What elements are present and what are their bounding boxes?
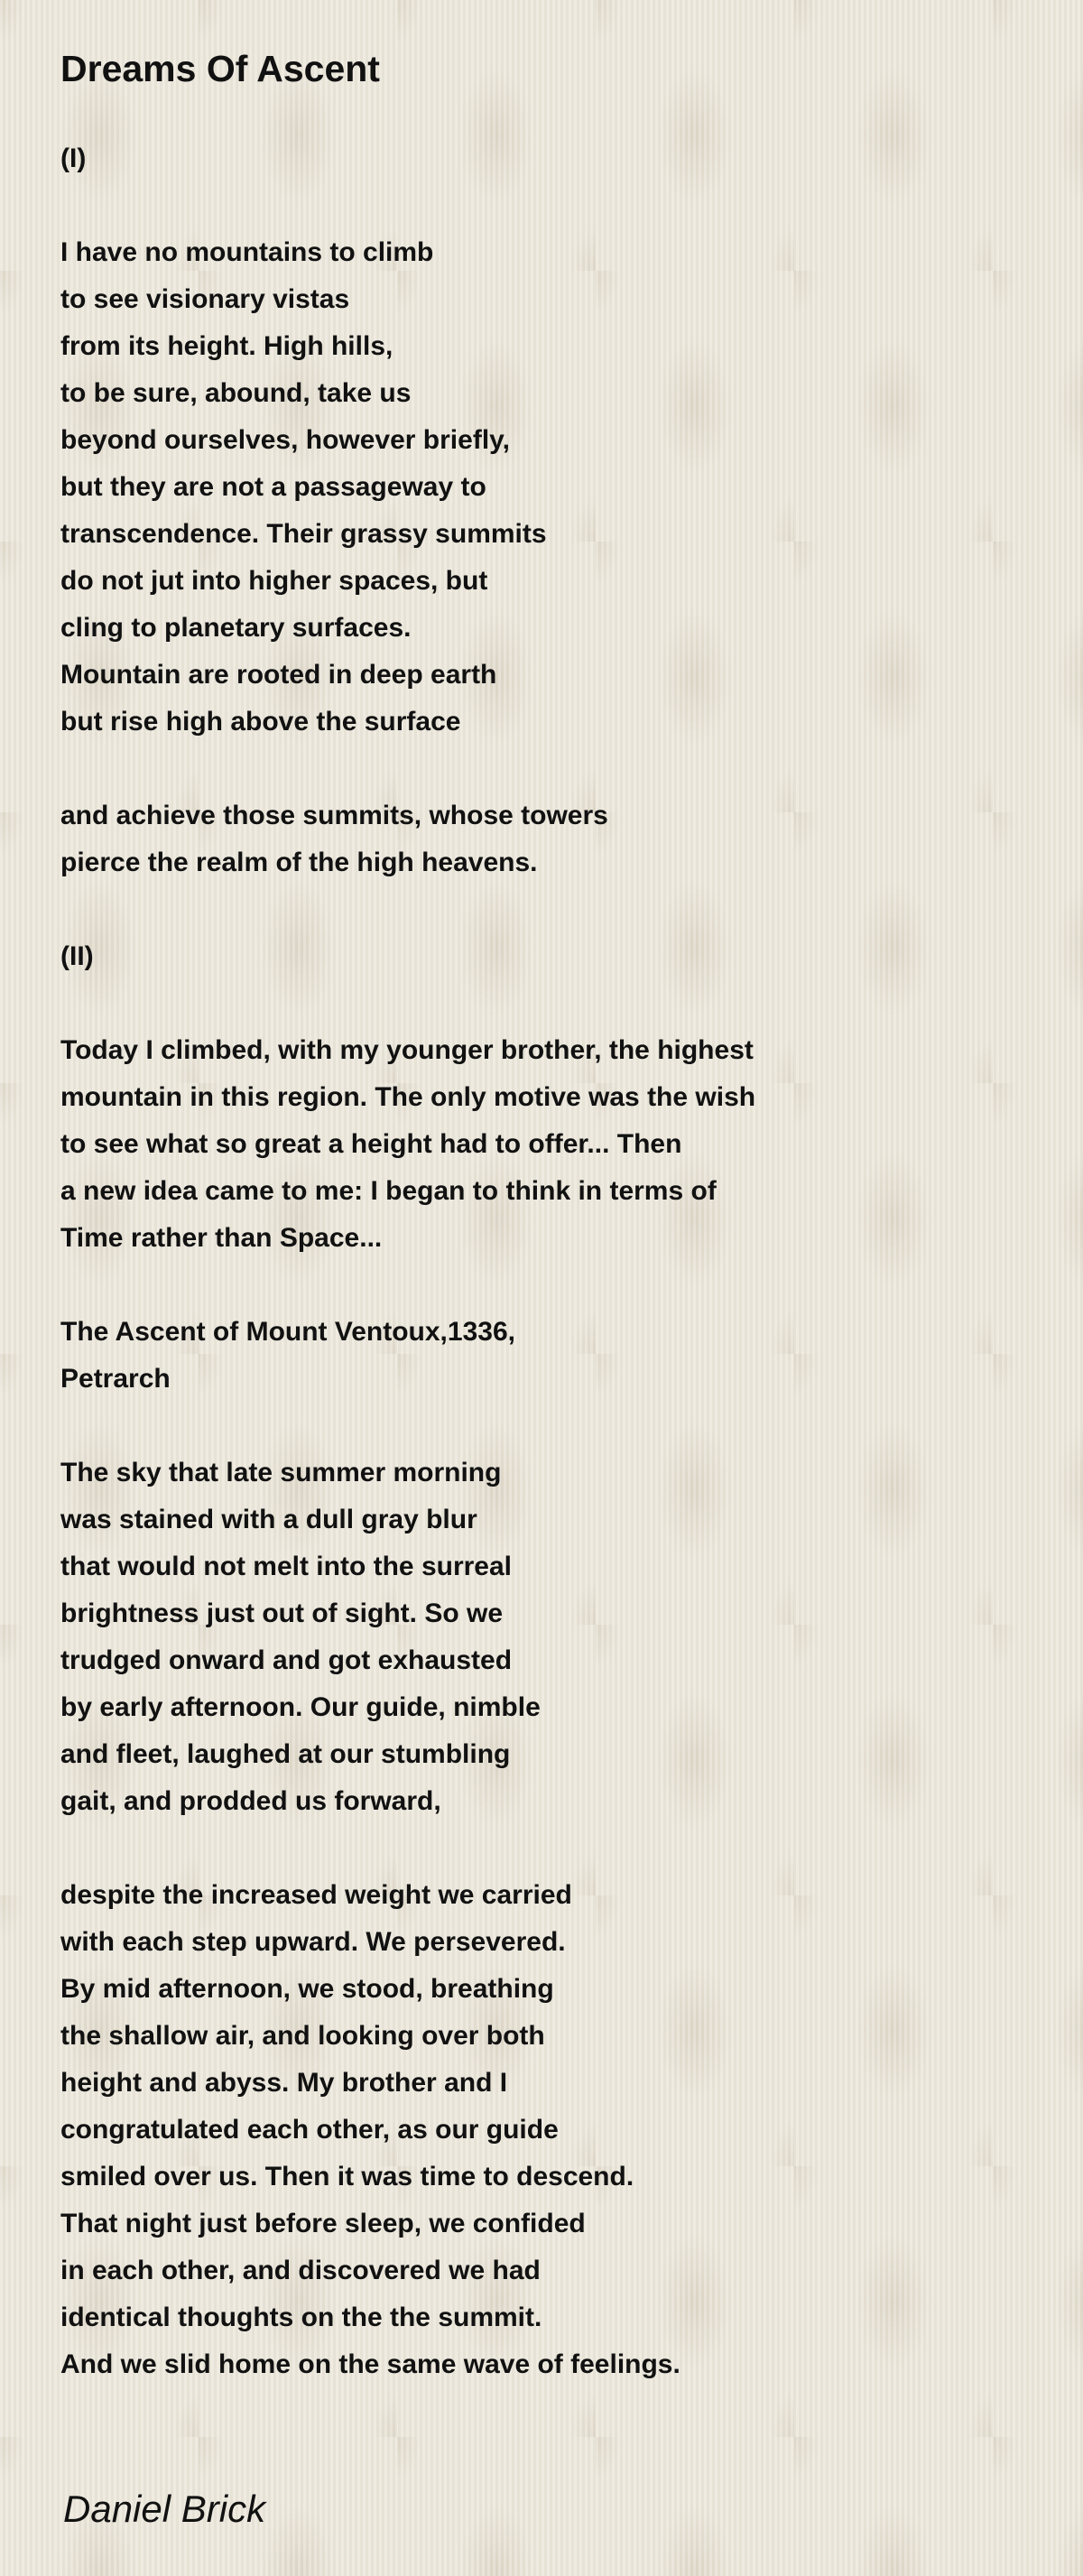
poem-line: congratulated each other, as our guide bbox=[60, 2115, 559, 2145]
poem-stanza bbox=[60, 1872, 1035, 2388]
poem-line: The Ascent of Mount Ventoux,1336, bbox=[60, 1317, 515, 1347]
poem-line: and fleet, laughed at our stumbling bbox=[60, 1739, 511, 1769]
poem-line: Mountain are rooted in deep earth bbox=[60, 660, 497, 690]
poem-line: to be sure, abound, take us bbox=[60, 378, 412, 408]
poem-line: to see what so great a height had to offer... Then bbox=[60, 1129, 682, 1159]
poem-line: The sky that late summer morning bbox=[60, 1458, 502, 1487]
poem-line: despite the increased weight we carried bbox=[60, 1880, 572, 1910]
poem-line: that would not melt into the surreal bbox=[60, 1552, 513, 1581]
poem-line: but they are not a passageway to bbox=[60, 472, 486, 502]
poem-line: That night just before sleep, we confided bbox=[60, 2209, 586, 2238]
poem-stanza bbox=[60, 792, 1035, 886]
poem-body bbox=[60, 135, 1035, 2388]
poem-stanza bbox=[60, 1450, 1035, 1825]
poem-line: brightness just out of sight. So we bbox=[60, 1598, 504, 1628]
poem-stanza bbox=[60, 1027, 1035, 1262]
poem-line: was stained with a dull gray blur bbox=[60, 1505, 477, 1534]
poem-line: beyond ourselves, however briefly, bbox=[60, 425, 510, 455]
poem-line: identical thoughts on the the summit. bbox=[60, 2303, 542, 2332]
poem-line: the shallow air, and looking over both bbox=[60, 2021, 545, 2051]
poem-stanza bbox=[60, 229, 1035, 746]
poem-line: do not jut into higher spaces, but bbox=[60, 566, 488, 596]
poem-line: but rise high above the surface bbox=[60, 707, 461, 737]
poem-stanza bbox=[60, 933, 1035, 980]
poem-line: Petrarch bbox=[60, 1364, 171, 1394]
poem-line: with each step upward. We persevered. bbox=[60, 1927, 566, 1957]
poem-line: (I) bbox=[60, 144, 87, 173]
poem-line: cling to planetary surfaces. bbox=[60, 613, 412, 643]
poem-line: Today I climbed, with my younger brother, the highest bbox=[60, 1035, 754, 1065]
poem-stanza bbox=[60, 1309, 1035, 1403]
poem-line: trudged onward and got exhausted bbox=[60, 1645, 513, 1675]
poem-line: Time rather than Space... bbox=[60, 1223, 383, 1253]
poem-line: (II) bbox=[60, 941, 94, 971]
poem-line: to see visionary vistas bbox=[60, 284, 350, 314]
poem-line: and achieve those summits, whose towers bbox=[60, 801, 608, 830]
poem-line: transcendence. Their grassy summits bbox=[60, 519, 547, 549]
poem-line: By mid afternoon, we stood, breathing bbox=[60, 1974, 554, 2004]
poem-line: smiled over us. Then it was time to descend. bbox=[60, 2162, 634, 2191]
poem-title: Dreams Of Ascent bbox=[60, 48, 380, 89]
poem-line: pierce the realm of the high heavens. bbox=[60, 848, 538, 877]
poem-line: height and abyss. My brother and I bbox=[60, 2068, 508, 2098]
poem-line: by early afternoon. Our guide, nimble bbox=[60, 1692, 541, 1722]
poem-line: gait, and prodded us forward, bbox=[60, 1786, 441, 1816]
poem-line: a new idea came to me: I began to think in terms of bbox=[60, 1176, 717, 1206]
poem-line: And we slid home on the same wave of feelings. bbox=[60, 2349, 680, 2379]
poem-line: I have no mountains to climb bbox=[60, 237, 434, 267]
poem-line: from its height. High hills, bbox=[60, 331, 393, 361]
poem-page bbox=[60, 43, 1035, 2388]
poem-stanza bbox=[60, 135, 1035, 182]
poem-line: mountain in this region. The only motive was the wish bbox=[60, 1082, 756, 1112]
poem-line: in each other, and discovered we had bbox=[60, 2256, 541, 2285]
poem-author: Daniel Brick bbox=[63, 2488, 266, 2530]
